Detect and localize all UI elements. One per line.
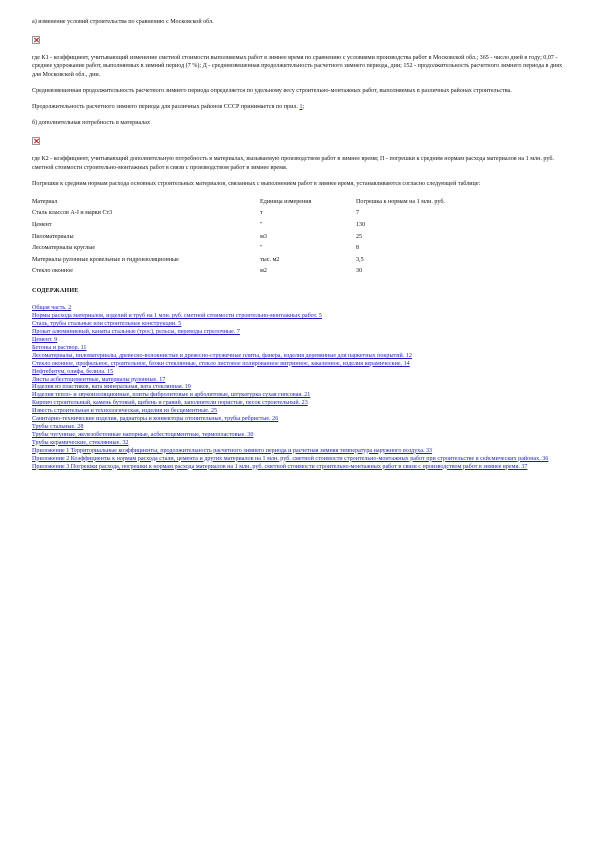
table-row [32, 266, 516, 278]
duration-suffix: ; [302, 104, 305, 111]
toc-link[interactable]: Кирпич строительный, камень бутовый, щебень и гравий, заполнители пористые, песок строительный. 23 [32, 400, 308, 407]
broken-image-icon [32, 36, 40, 44]
toc-link[interactable]: Изделия тепло- и звукоизоляционные, плиты фибролитовые и арболитовые, штукатурка сухая гипсовая. 21 [32, 392, 311, 399]
duration-text: Продолжительность расчетного зимнего периода для различных районов СССР принимается по прил. [32, 104, 300, 111]
toc-link[interactable]: Известь строительная и технологическая, изделия из бесцементные. 25 [32, 408, 218, 415]
appendix-1-link[interactable]: 1 [299, 104, 303, 111]
paragraph-weighted-duration: Средневзвешенная продолжительность расчетного зимнего периода определяется по удельному весу строительно-монтажных работ, выполняемых в различных районах строительства. [32, 87, 512, 94]
document-page [32, 18, 567, 471]
table-cell: Сталь классов A-I и марки Ст3 [32, 210, 113, 217]
table-row [32, 231, 516, 243]
table-cell: Стекло оконное [32, 268, 74, 275]
table-cell: 130 [356, 221, 366, 228]
broken-image-icon [32, 137, 40, 145]
table-cell: тыс. м2 [260, 256, 280, 263]
table-header-cell: Погрешка к нормам на 1 млн. руб. [356, 198, 445, 205]
formula2-explanation: где К2 - коэффициент, учитывающий дополнительную потребность в материалах, вызываемую производством работ в зимнее время; П - погрешки к средним нормам расхода материалов на 1 млн. руб. сметной стоимости строительно-монтажных работ в связи с производством работ в зимнее время. [32, 156, 554, 171]
toc-link[interactable]: Изделия из пластиков, вата минеральная, вата стеклянная. 19 [32, 384, 191, 391]
toc-link[interactable]: Стекло оконное, профильное, строительное, блоки стеклянные, стекло листовое полированное витринное, закаленное, изделия керамические. 14 [32, 360, 410, 367]
toc-link[interactable]: Приложение 1 Территориальные коэффициенты, продолжительность расчетного зимнего периода и расчетная зимняя температура наружного воздуха. 33 [32, 447, 433, 454]
table-cell: м3 [260, 233, 267, 240]
paragraph-a: а) изменение условий строительства по сравнению с Московской обл. [32, 19, 214, 25]
table-row [32, 219, 516, 231]
table-cell: 25 [356, 233, 363, 240]
table-cell: " [260, 245, 263, 252]
table-header-cell: Материал [32, 198, 58, 205]
table-row [32, 254, 516, 266]
table-of-contents [32, 305, 567, 471]
toc-link[interactable]: Цемент. 9 [32, 337, 58, 344]
paragraph-b: б) дополнительная потребность в материалах [32, 120, 151, 127]
paragraph-duration [32, 103, 567, 111]
table-cell: 7 [356, 210, 360, 217]
toc-link[interactable]: Лесоматериалы, пиломатериалы, древесно-волокнистые и древесно-стружечные плиты, фанера, изделия деревянные для паркетных покрытий. 12 [32, 352, 412, 359]
toc-link[interactable]: Трубы стальные. 28 [32, 423, 84, 430]
paragraph-surcharge: Погрешки к средним нормам расхода основных строительных материалов, связанных с выполнением работ в зимнее время, устанавливаются согласно следующей таблице: [32, 180, 481, 187]
formula1-explanation: где К1 - коэффициент, учитывающий изменение сметной стоимости выполняемых работ в зимнее время по сравнению с условиями производства работ в Московской обл.; 365 - число дней в году; 0,07 - среднее удорожание работ, выполняемых в зимний период (7 %); Д - средневзвешенная продолжительность расчетного зимнего периода, дни; 152 - продолжительность расчетного зимнего периода в днях для Московской обл., дни. [32, 55, 563, 78]
table-cell: Лесоматериалы круглые [32, 245, 96, 252]
table-row [32, 208, 516, 220]
toc-link[interactable]: Бетоны и раствор. 11 [32, 344, 87, 351]
toc-link[interactable]: Прокат алюминиевый, канаты стальные (трос), рельсы, переводы стрелочные. 7 [32, 329, 240, 336]
toc-link[interactable]: Санитарно-технические изделия, радиаторы и конвекторы отопительные, трубы ребристые. 26 [32, 416, 279, 423]
toc-link[interactable]: Сталь, трубы стальные или строительные конструкции. 5 [32, 321, 182, 328]
toc-link[interactable]: Нефтебитум, олифа, белила. 15 [32, 368, 114, 375]
table-cell: т [260, 210, 263, 217]
table-cell: 3,5 [356, 256, 364, 263]
toc-link[interactable]: Листы асбестоцементные, материалы рулонные. 17 [32, 376, 166, 383]
table-cell: 30 [356, 268, 363, 275]
table-cell: Материалы рулонные кровельные и гидроизоляционные [32, 256, 179, 263]
table-cell: " [260, 221, 263, 228]
materials-table [32, 196, 516, 277]
table-cell: Пиломатериалы [32, 233, 74, 240]
toc-link[interactable]: Общая часть. 2 [32, 305, 72, 312]
table-cell: м2 [260, 268, 267, 275]
contents-heading: СОДЕРЖАНИЕ [32, 288, 79, 295]
table-header-row [32, 196, 516, 208]
table-cell: 8 [356, 245, 360, 252]
table-header-cell: Единица измерения [260, 198, 312, 205]
toc-link[interactable]: Трубы чугунные, железобетонные напорные, асбестоцементные, термопластовые. 30 [32, 431, 254, 438]
table-row [32, 242, 516, 254]
table-cell: Цемент [32, 221, 52, 228]
toc-link[interactable]: Трубы керамические, стеклянные. 32 [32, 439, 129, 446]
toc-link[interactable]: Приложение 2 Коэффициенты к нормам расхода стали, цемента и других материалов на 1 млн. руб. сметной стоимости строительно-монтажных работ при строительстве в сейсмических районах. 36 [32, 455, 549, 462]
toc-link[interactable]: Приложение 3 Погрешки расхода, погрешки к нормам расхода материалов на 1 млн. руб. сметной стоимости строительно-монтажных работ в связи с производством работ в зимнее время. 37 [32, 463, 528, 470]
toc-link[interactable]: Нормы расхода материалов, изделий и труб на 1 млн. руб. сметной стоимости строительно-монтажных работ. 5 [32, 313, 322, 320]
